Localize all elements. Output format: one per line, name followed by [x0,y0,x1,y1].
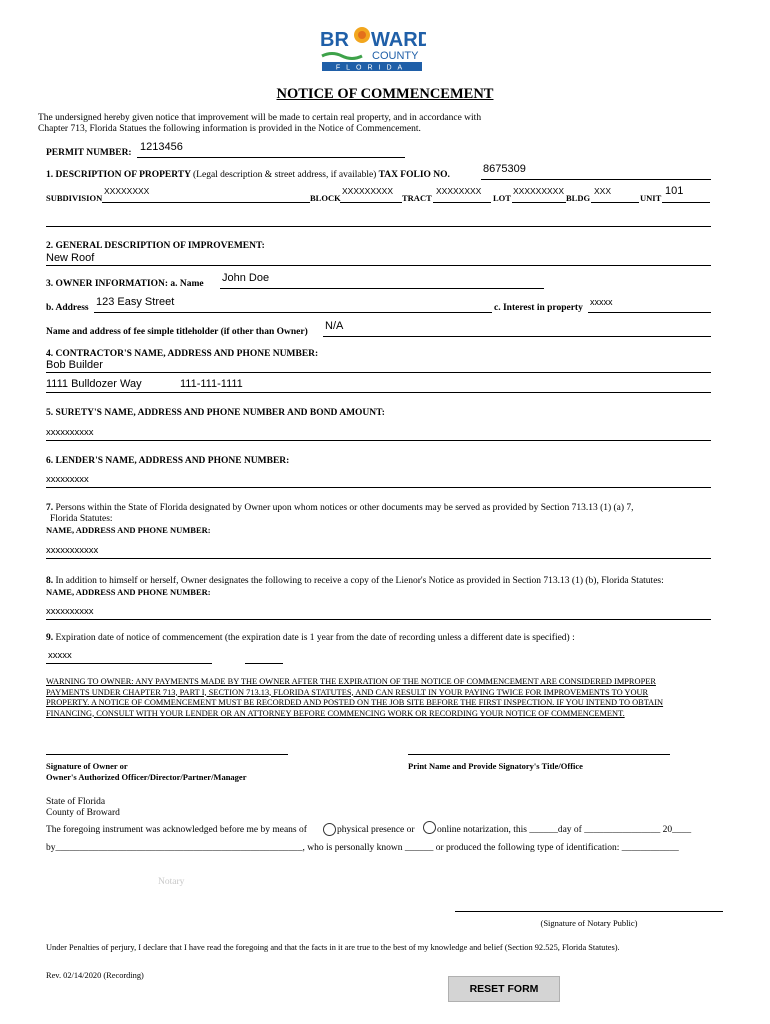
ack-text-2: physical presence or [337,825,415,835]
tract-label: TRACT [402,193,432,203]
interest-label: c. Interest in property [494,303,583,313]
s9-text: 9. Expiration date of notice of commencement (the expiration date is 1 year from the date of recording unless a different date is specified) : [46,633,575,643]
perjury-text: Under Penalties of perjury, I declare that I have read the foregoing and that the facts in it are true to the best of my knowledge and belief (Section 92.525, Florida Statutes). [46,943,620,952]
subdivision-field[interactable]: XXXXXXXX [104,186,150,196]
bldg-field[interactable]: XXX [594,186,612,196]
lender-field[interactable]: xxxxxxxxx [46,474,89,485]
tax-folio-field[interactable]: 8675309 [483,163,526,175]
s4-label: 4. CONTRACTOR'S NAME, ADDRESS AND PHONE NUMBER: [46,349,319,359]
lot-field[interactable]: XXXXXXXXX [513,186,565,196]
svg-text:BR: BR [320,29,349,51]
broward-county-logo [318,24,426,72]
contractor-name-field[interactable]: Bob Builder [46,359,103,371]
ack-text-1: The foregoing instrument was acknowledged before me by means of [46,825,307,835]
subdivision-label: SUBDIVISION [46,193,103,203]
surety-field[interactable]: xxxxxxxxxx [46,427,94,438]
owner-signature-line[interactable] [46,754,288,755]
county-label: County of Broward [46,808,120,818]
bldg-label: BLDG [566,193,591,203]
online-notarization-radio[interactable] [423,821,436,834]
notary-signature-line[interactable] [455,911,723,912]
warning-line: WARNING TO OWNER: ANY PAYMENTS MADE BY THE OWNER AFTER THE EXPIRATION OF THE NOTICE OF COMMENCEMENT ARE CONSIDERED IMPROPER [46,677,656,686]
lot-label: LOT [493,193,511,203]
notary-sig-label: (Signature of Notary Public) [540,918,638,928]
unit-label: UNIT [640,193,662,203]
svg-text:FLORIDA: FLORIDA [335,64,409,72]
print-name-label: Print Name and Provide Signatory's Title/Office [408,761,583,771]
s2-label: 2. GENERAL DESCRIPTION OF IMPROVEMENT: [46,241,265,251]
s1-label: 1. DESCRIPTION OF PROPERTY (Legal description & street address, if available) TAX FOLIO NO. [46,170,450,180]
svg-text:COUNTY: COUNTY [372,50,419,62]
owner-name-field[interactable]: John Doe [222,272,270,284]
interest-field[interactable]: xxxxx [590,297,613,307]
owner-sig-label-1: Signature of Owner or [46,761,128,771]
notary-stamp-field[interactable]: Notary [158,877,185,887]
warning-line: FINANCING, CONSULT WITH YOUR LENDER OR AN ATTORNEY BEFORE COMMENCING WORK OR RECORDING YOUR NOTICE OF COMMENCEMENT. [46,708,625,718]
warning-line: PAYMENTS UNDER CHAPTER 713, PART I, SECTION 713.13, FLORIDA STATUTES, AND CAN RESULT IN YOUR PAYING TWICE FOR IMPROVEMENTS TO YOUR [46,687,649,697]
permit-number-field[interactable]: 1213456 [140,141,183,153]
intro-line-2: Chapter 713, Florida Statues the following information is provided in the Notice of Commencement. [38,124,421,134]
page-title: NOTICE OF COMMENCEMENT [276,86,494,102]
warning-block [46,677,663,719]
intro-line-1: The undersigned hereby given notice that improvement will be made to certain real property, and in accordance with [38,113,482,123]
block-field[interactable]: XXXXXXXXX [342,186,394,196]
tract-field[interactable]: XXXXXXXX [436,186,482,196]
owner-address-field[interactable]: 123 Easy Street [96,296,175,308]
s8-sub: NAME, ADDRESS AND PHONE NUMBER: [46,587,211,597]
s7-text: 7. Persons within the State of Florida designated by Owner upon whom notices or other documents may be served as provided by Section 713.13 (1) (a) 7, [46,503,634,513]
s8-text: 8. In addition to himself or herself, Owner designates the following to receive a copy of the Lienor's Notice as provided in Section 713.13 (1) (b), Florida Statutes: [46,576,664,586]
contractor-phone-field[interactable]: 111-111-1111 [180,378,243,390]
improvement-field[interactable]: New Roof [46,252,95,264]
ack-line-2: by____________________________________________________, who is personally known ______ or produced the following type of identification: ____________ [46,843,679,853]
lienor-copy-field[interactable]: xxxxxxxxxx [46,606,94,617]
s5-label: 5. SURETY'S NAME, ADDRESS AND PHONE NUMBER AND BOND AMOUNT: [46,408,385,418]
warning-line: PROPERTY. A NOTICE OF COMMENCEMENT MUST BE RECORDED AND POSTED ON THE JOB SITE BEFORE THE FIRST INSPECTION. IF YOU INTEND TO OBTAIN [46,698,664,707]
s3-label: 3. OWNER INFORMATION: a. Name [46,279,204,289]
reset-form-button[interactable]: RESET FORM [448,976,560,1002]
state-label: State of Florida [46,797,106,807]
owner-sig-label-2: Owner's Authorized Officer/Director/Partner/Manager [46,772,247,782]
fee-holder-field[interactable]: N/A [325,320,344,332]
physical-presence-radio[interactable] [323,823,336,836]
svg-text:WARD: WARD [371,29,426,51]
permit-label: PERMIT NUMBER: [46,148,132,158]
expiration-field[interactable]: xxxxx [48,650,72,661]
fee-holder-label: Name and address of fee simple titleholder (if other than Owner) [46,327,308,337]
block-label: BLOCK [310,193,341,203]
print-name-line[interactable] [408,754,670,755]
designee-field[interactable]: xxxxxxxxxxx [46,545,99,556]
s7-sub: NAME, ADDRESS AND PHONE NUMBER: [46,525,211,535]
address-label: b. Address [46,303,89,313]
unit-field[interactable]: 101 [665,185,684,197]
s6-label: 6. LENDER'S NAME, ADDRESS AND PHONE NUMBER: [46,456,290,466]
contractor-address-field[interactable]: 1111 Bulldozer Way [46,378,142,390]
revision-text: Rev. 02/14/2020 (Recording) [46,971,144,980]
s7-text-2: Florida Statutes: [50,514,113,524]
ack-text-3: online notarization, this ______day of ________________ 20____ [437,825,692,835]
